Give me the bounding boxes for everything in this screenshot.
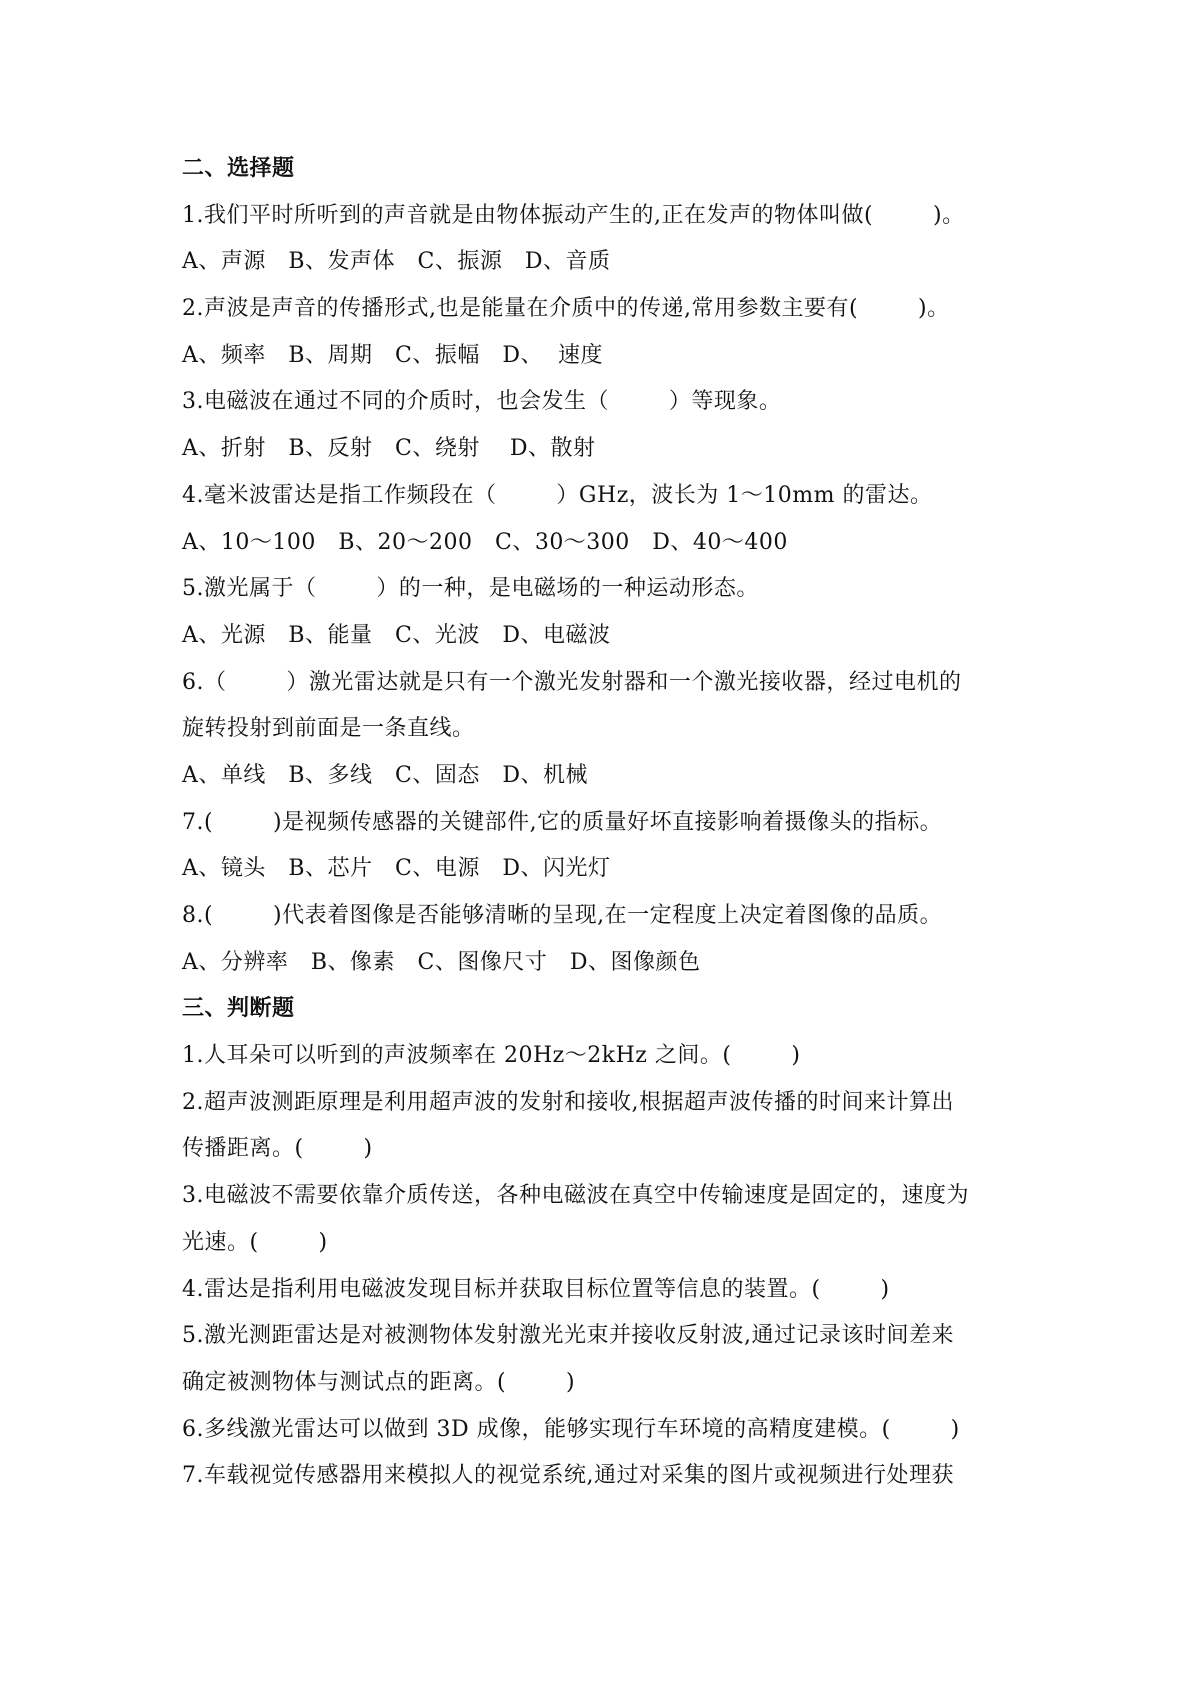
question-8-options: A、分辨率 B、像素 C、图像尺寸 D、图像颜色 xyxy=(182,949,701,975)
question-3-options: A、折射 B、反射 C、绕射 D、散射 xyxy=(182,436,596,462)
tf-line: 6.多线激光雷达可以做到 3D 成像，能够实现行车环境的高精度建模。( ) xyxy=(182,1416,960,1442)
question-7: 7.( )是视频传感器的关键部件,它的质量好坏直接影响着摄像头的指标。 xyxy=(182,809,943,835)
question-8: 8.( )代表着图像是否能够清晰的呈现,在一定程度上决定着图像的品质。 xyxy=(182,903,943,928)
tf-line: 7.车载视觉传感器用来模拟人的视觉系统,通过对采集的图片或视频进行处理获 xyxy=(182,1463,954,1489)
document-page xyxy=(182,146,1062,1500)
question-1: 1.我们平时所听到的声音就是由物体振动产生的,正在发声的物体叫做( )。 xyxy=(182,202,965,228)
tf-line: 5.激光测距雷达是对被测物体发射激光光束并接收反射波,通过记录该时间差来 xyxy=(182,1323,954,1349)
question-4: 4.毫米波雷达是指工作频段在（ ）GHz，波长为 1～10mm 的雷达。 xyxy=(182,482,933,508)
question-5-options: A、光源 B、能量 C、光波 D、电磁波 xyxy=(182,622,611,648)
question-6-options: A、单线 B、多线 C、固态 D、机械 xyxy=(182,762,588,788)
tf-line: 1.人耳朵可以听到的声波频率在 20Hz～2kHz 之间。( ) xyxy=(182,1043,801,1069)
question-6-continued: 旋转投射到前面是一条直线。 xyxy=(182,716,475,742)
question-2: 2.声波是声音的传播形式,也是能量在介质中的传递,常用参数主要有( )。 xyxy=(182,296,950,322)
question-3: 3.电磁波在通过不同的介质时，也会发生（ ）等现象。 xyxy=(182,389,782,415)
tf-line: 光速。( ) xyxy=(182,1229,328,1255)
tf-line: 传播距离。( ) xyxy=(182,1136,373,1162)
question-6: 6.（ ）激光雷达就是只有一个激光发射器和一个激光接收器，经过电机的 xyxy=(182,669,962,695)
tf-line: 4.雷达是指利用电磁波发现目标并获取目标位置等信息的装置。( ) xyxy=(182,1276,890,1302)
question-4-options: A、10～100 B、20～200 C、30～300 D、40～400 xyxy=(182,529,788,555)
tf-line: 3.电磁波不需要依靠介质传送，各种电磁波在真空中传输速度是固定的，速度为 xyxy=(182,1183,969,1209)
section-title-multiple-choice: 二、选择题 xyxy=(182,156,295,181)
question-1-options: A、声源 B、发声体 C、振源 D、音质 xyxy=(182,249,611,275)
section-title-true-false: 三、判断题 xyxy=(182,996,295,1022)
question-5: 5.激光属于（ ）的一种，是电磁场的一种运动形态。 xyxy=(182,576,759,602)
question-2-options: A、频率 B、周期 C、振幅 D、 速度 xyxy=(182,342,603,368)
tf-line: 确定被测物体与测试点的距离。( ) xyxy=(182,1369,576,1395)
tf-line: 2.超声波测距原理是利用超声波的发射和接收,根据超声波传播的时间来计算出 xyxy=(182,1089,954,1115)
question-7-options: A、镜头 B、芯片 C、电源 D、闪光灯 xyxy=(182,856,611,882)
